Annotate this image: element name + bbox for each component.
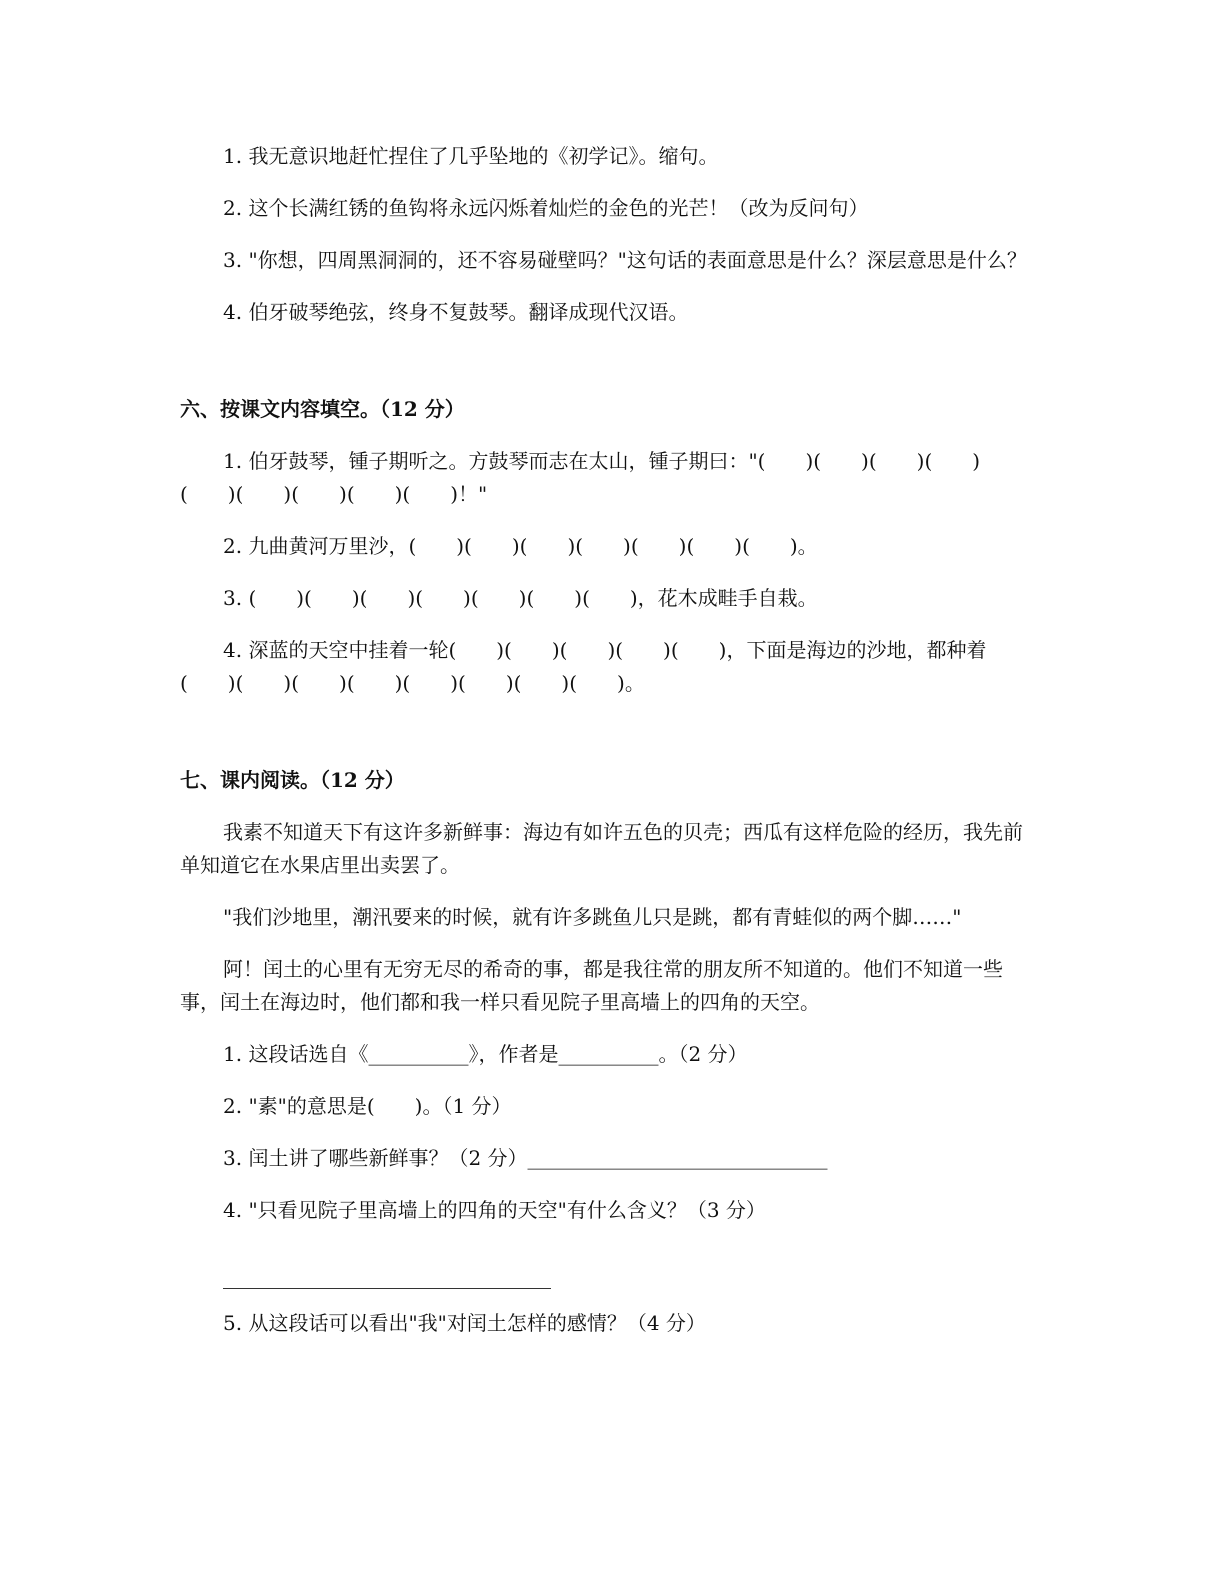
s5-item-2: 2. 这个长满红锈的鱼钩将永远闪烁着灿烂的金色的光芒！（改为反问句） — [223, 196, 869, 220]
s7-question-1: 1. 这段话选自《__________》，作者是__________。（2 分） — [223, 1042, 748, 1066]
s7-question-3: 3. 闰土讲了哪些新鲜事？（2 分）______________________________ — [223, 1146, 828, 1170]
passage-paragraph-2: "我们沙地里，潮汛要来的时候，就有许多跳鱼儿只是跳，都有青蛙似的两个脚……" — [223, 905, 962, 929]
passage-paragraph-3: 阿！闰土的心里有无穷无尽的希奇的事，都是我往常的朋友所不知道的。他们不知道一些事，闰土在海边时，他们都和我一样只看见院子里高墙上的四角的天空。 — [180, 957, 1003, 1014]
worksheet-page — [180, 140, 1030, 1340]
s5-item-1: 1. 我无意识地赶忙捏住了几乎坠地的《初学记》。缩句。 — [223, 144, 719, 168]
s7-question-5: 5. 从这段话可以看出"我"对闰土怎样的感情？（4 分） — [223, 1311, 706, 1335]
section7-heading: 七、课内阅读。（12 分） — [180, 768, 405, 792]
s7-question-2: 2. "素"的意思是( )。（1 分） — [223, 1094, 512, 1118]
s5-item-4: 4. 伯牙破琴绝弦，终身不复鼓琴。翻译成现代汉语。 — [223, 300, 689, 324]
passage-paragraph-1: 我素不知道天下有这许多新鲜事：海边有如许五色的贝壳；西瓜有这样危险的经历，我先前单知道它在水果店里出卖罢了。 — [180, 820, 1023, 877]
s6-item-3: 3. ( )( )( )( )( )( )( )，花木成畦手自栽。 — [223, 586, 818, 610]
s6-item-2: 2. 九曲黄河万里沙，( )( )( )( )( )( )( )。 — [223, 534, 818, 558]
s7-question-4: 4. "只看见院子里高墙上的四角的天空"有什么含义？（3 分） — [223, 1198, 766, 1222]
s6-item-1: 1. 伯牙鼓琴，锺子期听之。方鼓琴而志在太山，锺子期曰："( )( )( )( )( )( )( )( )( )！" — [180, 449, 981, 506]
s5-item-3: 3. "你想，四周黑洞洞的，还不容易碰壁吗？"这句话的表面意思是什么？深层意思是什么？ — [223, 248, 1027, 272]
section6-heading: 六、按课文内容填空。（12 分） — [180, 397, 465, 421]
s6-item-4: 4. 深蓝的天空中挂着一轮( )( )( )( )( )，下面是海边的沙地，都种着( )( )( )( )( )( )( )( )。 — [180, 638, 987, 695]
